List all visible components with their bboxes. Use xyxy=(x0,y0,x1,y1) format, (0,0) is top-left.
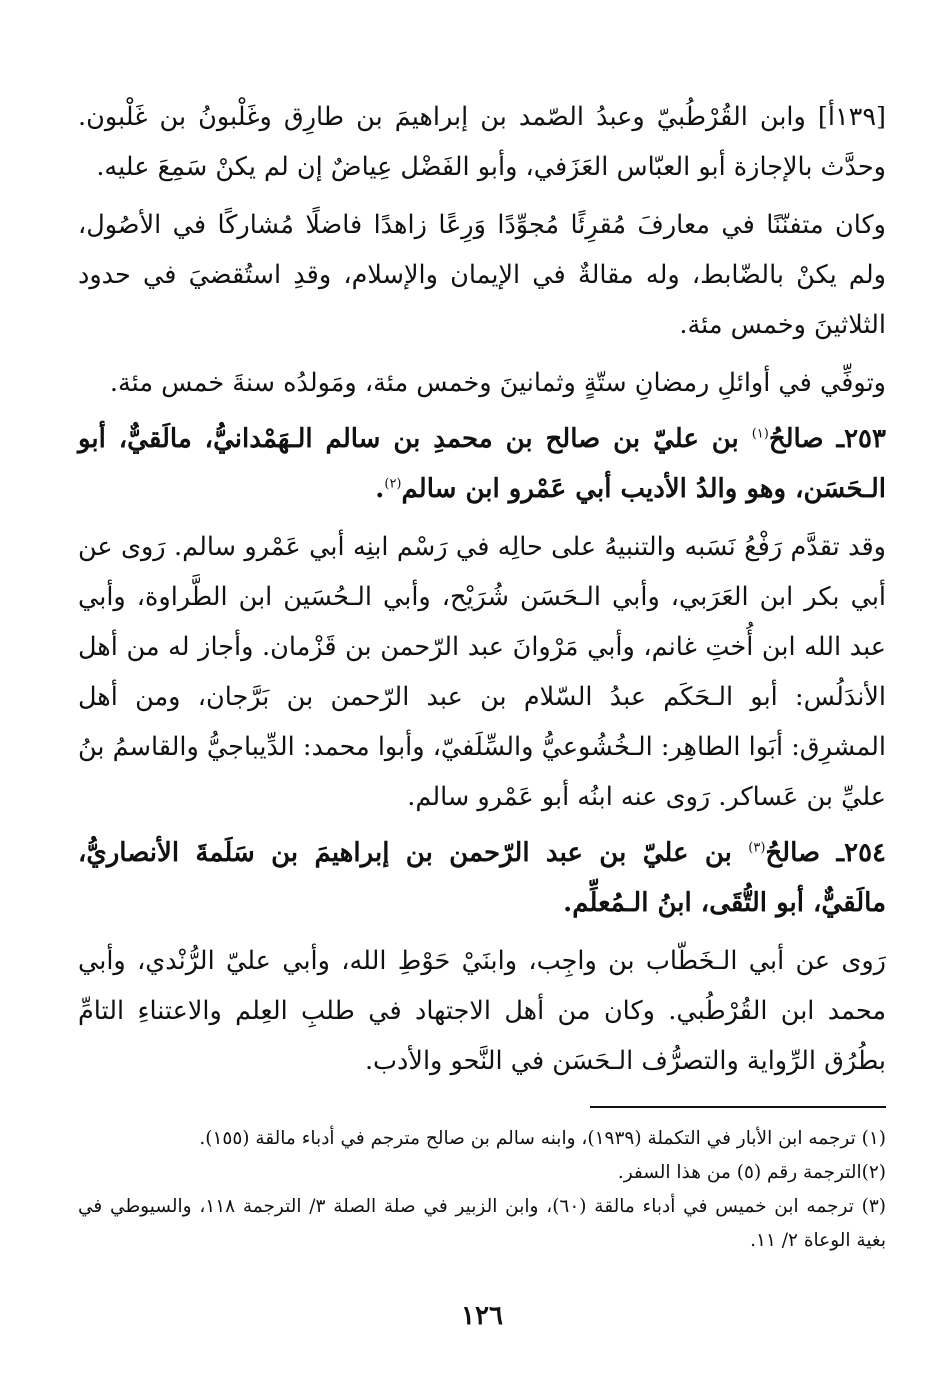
page-number: ١٢٦ xyxy=(461,1301,503,1331)
footnote-separator xyxy=(590,1106,886,1108)
footnote-1: (١) ترجمه ابن الأبار في التكملة (١٩٣٩)، وابنه سالم بن صالح مترجم في أدباء مالقة (١٥٥). xyxy=(199,1128,886,1149)
paragraph-description: وكان متفنّنًا في معارفَ مُقرِئًا مُجوِّدًا وَرِعًا زاهدًا فاضلًا مُشاركًا في الأصُول، ولم يكنْ بالضّابط، وله مقالةٌ في الإيمان والإسلام، وقدِ استُقضيَ في حدود الثلاثينَ وخمس مئة. xyxy=(78,210,886,340)
entry-end: . xyxy=(563,888,573,918)
paragraph-entry-253: وقد تقدَّم رَفْعُ نَسَبه والتنبيهُ على حالِه في رَسْم ابنِه أبي عَمْرو سالم. رَوى عن أبي بكر ابن العَرَبي، وأبي الـحَسَن شُرَيْح، وأبي الـحُسَين ابن الطَّراوة، وأبي عبد الله ابن أُختِ غانم، وأبي مَرْوانَ عبد الرّحمن بن قَزْمان. وأجاز له من أهل الأندَلُس: أبو الـحَكَم عبدُ السّلام بن عبد الرّحمن بن بَرَّجان، ومن أهل المشرِق: أبَوا الطاهِر: الـخُشُوعيُّ والسِّلَفيّ، وأبوا محمد: الدِّيباجيُّ والقاسمُ بنُ عليِّ بن عَساكر. رَوى عنه ابنُه أبو عَمْرو سالم. xyxy=(78,532,886,812)
footnote-2: (٢)الترجمة رقم (٥) من هذا السفر. xyxy=(617,1162,886,1183)
entry-end: . xyxy=(375,474,385,504)
entry-name: صالحُ xyxy=(768,424,824,454)
paragraph-continuation: [١٣٩أ] وابن القُرْطُبيّ وعبدُ الصّمد بن إبراهيمَ بن طارِق وغَلْبونُ بن غَلْبون. وحدَّث بالإجازة أبو العبّاس العَزَفي، وأبو الفَضْل عِياضٌ إن لم يكنْ سَمِعَ عليه. xyxy=(78,102,886,182)
footnote-ref: (٣) xyxy=(748,840,766,856)
entry-heading-253 xyxy=(78,414,886,514)
entry-number: ٢٥٣ـ xyxy=(836,424,886,454)
entry-lineage: بن عليّ بن عبد الرّحمن بن إبراهيمَ بن سَلَمةَ الأنصاريُّ، مالَقيٌّ، أبو التُّقَى، ابنُ الـمُعلِّم xyxy=(78,838,886,918)
entry-lineage: بن عليّ بن صالح بن محمدِ بن سالم الـهَمْدانيُّ، مالَقيٌّ، أبو الـحَسَن، وهو والدُ الأديب أبي عَمْرو ابن سالم xyxy=(78,424,886,504)
footnote-ref: (١) xyxy=(751,426,769,442)
paragraph-entry-254: رَوى عن أبي الـخَطّاب بن واجِب، وابنَيْ حَوْطِ الله، وأبي عليّ الرُّنْدي، وأبي محمد ابن القُرْطُبي. وكان من أهل الاجتهاد في طلبِ العِلم والاعتناءِ التامِّ بطُرُق الرِّواية والتصرُّف الـحَسَن في النَّحو والأدب. xyxy=(78,946,886,1076)
entry-number: ٢٥٤ـ xyxy=(836,838,887,868)
footnote-3: (٣) ترجمه ابن خميس في أدباء مالقة (٦٠)، وابن الزبير في صلة الصلة ٣/ الترجمة ١١٨، والسيوطي في بغية الوعاة ٢/ ١١. xyxy=(78,1196,886,1251)
footnote-ref: (٢) xyxy=(384,476,402,492)
footnotes xyxy=(78,1122,886,1258)
entry-heading-254 xyxy=(78,828,886,928)
entry-name: صالحُ xyxy=(765,838,821,868)
page-body xyxy=(78,92,886,1372)
paragraph-death-date: وتوفِّي في أوائلِ رمضانِ ستّةٍ وثمانينَ وخمس مئة، ومَولدُه سنةَ خمس مئة. xyxy=(109,368,886,398)
